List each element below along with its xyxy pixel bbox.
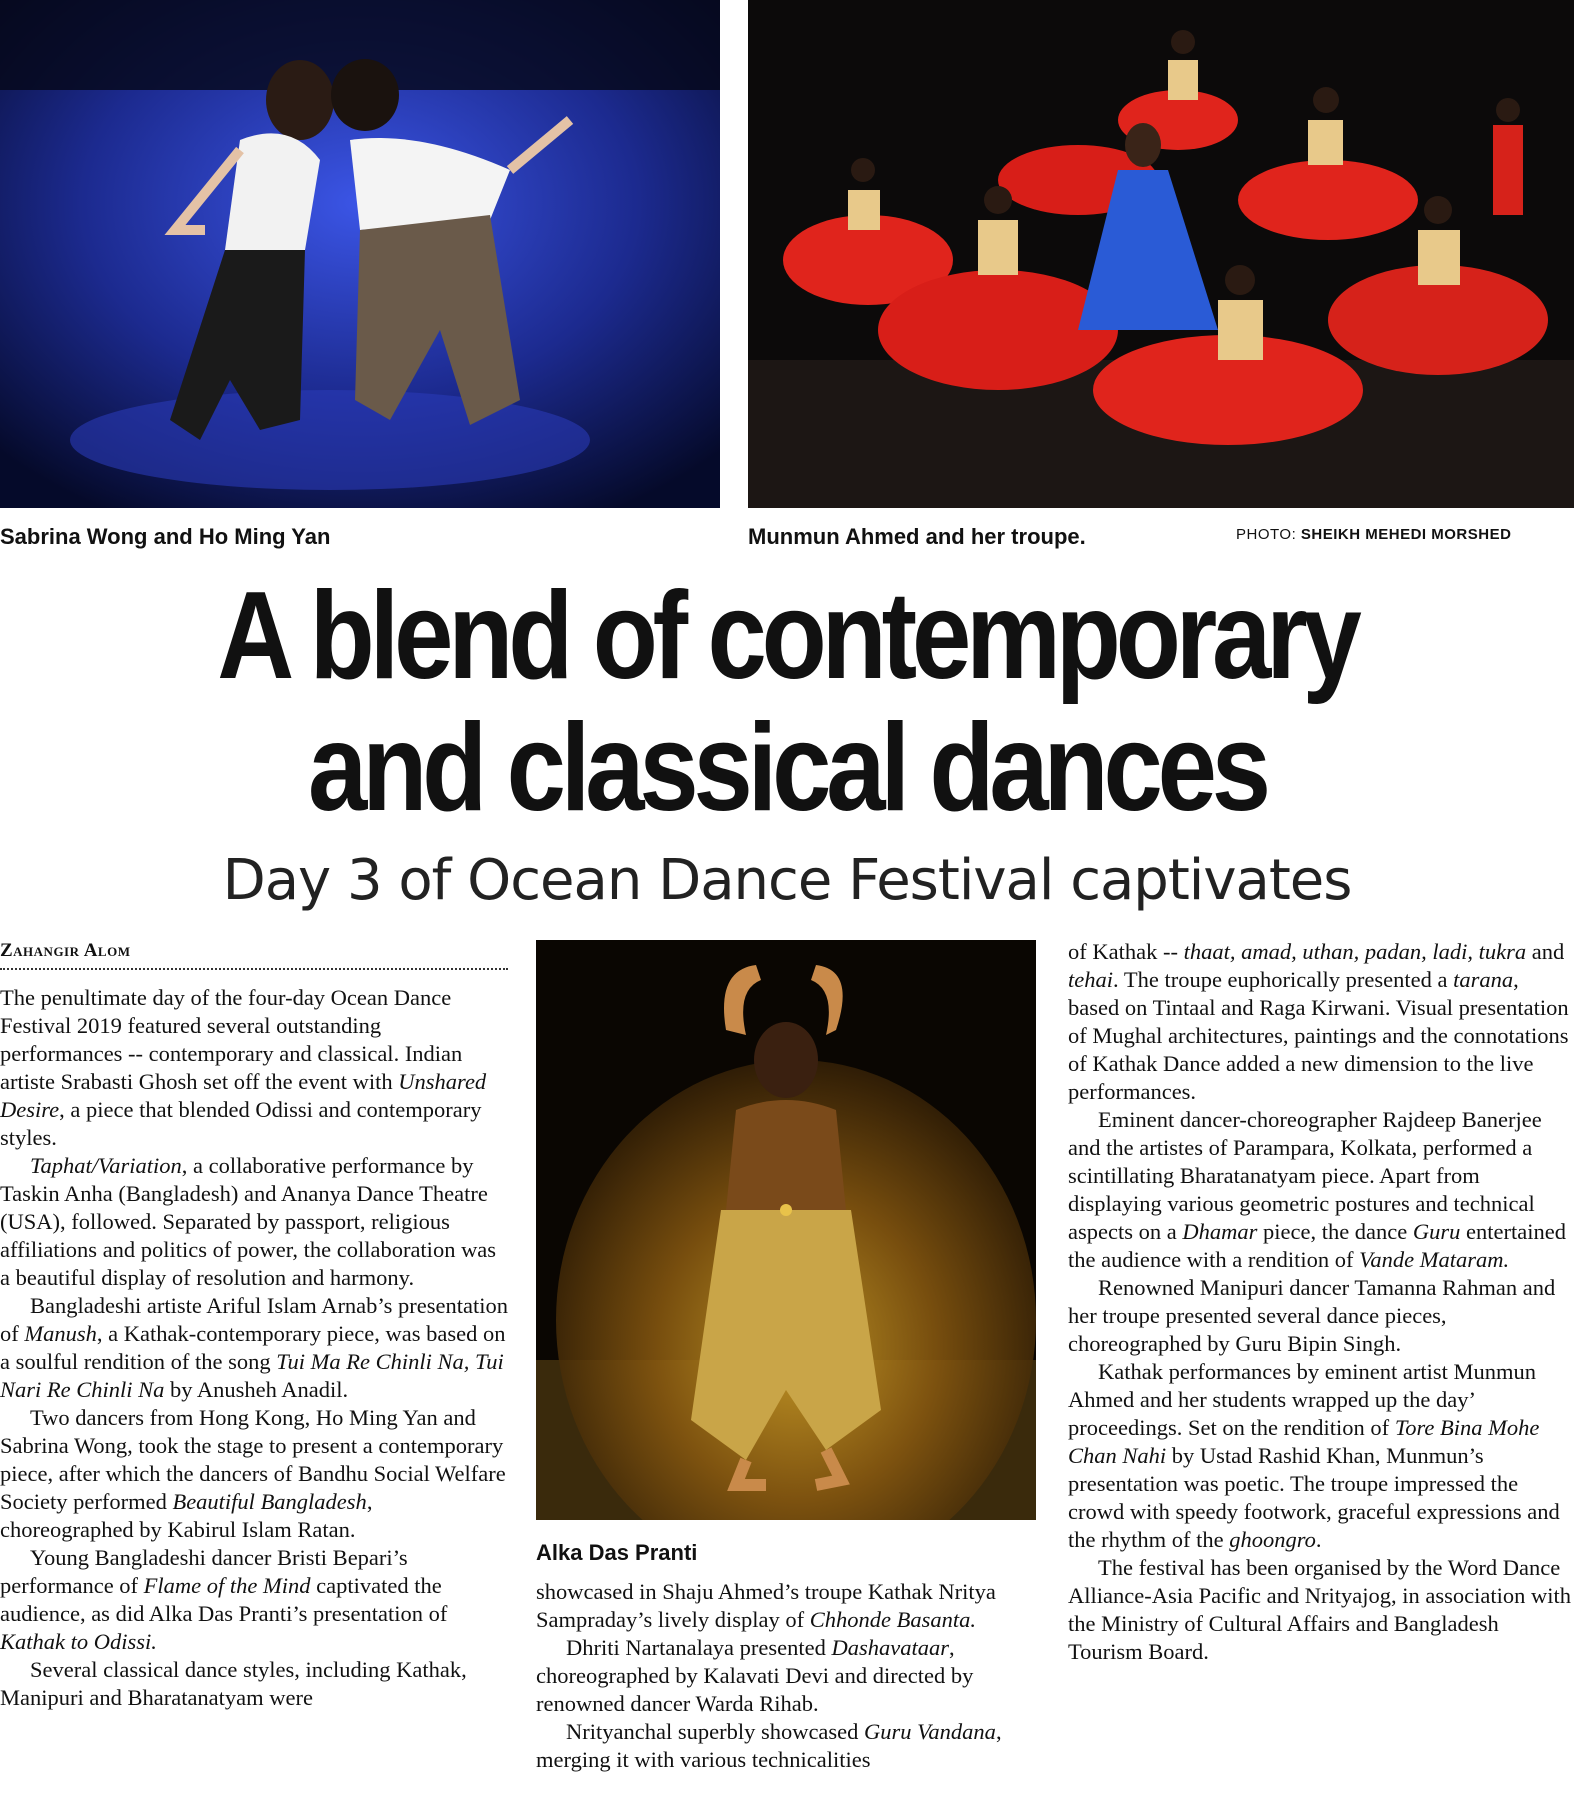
headline-line-2: and classical dances	[308, 699, 1266, 837]
photo-credit	[1236, 526, 1511, 543]
photo-kathak-troupe	[748, 0, 1574, 508]
paragraph: Bangladeshi artiste Ariful Islam Arnab’s presentation of Manush, a Kathak-contemporary piece, was based on a soulful rendition of the song Tui Ma Re Chinli Na, Tui Nari Re Chinli Na by Anusheh Anadil.	[0, 1293, 509, 1402]
paragraph: Dhriti Nartanalaya presented Dashavataar, choreographed by Kalavati Devi and directed by renowned dancer Warda Rihab.	[536, 1635, 974, 1716]
photo-odissi-dancer	[536, 940, 1036, 1520]
article-column-2	[536, 1578, 1036, 1774]
photo-caption-center: Alka Das Pranti	[536, 1540, 698, 1565]
article-column-1	[0, 984, 508, 1712]
paragraph: The penultimate day of the four-day Ocean Dance Festival 2019 featured several outstanding performances -- contemporary and classical. Indian artiste Srabasti Ghosh set off the event with Unshared Desire, a piece that blended Odissi and contemporary styles.	[0, 985, 487, 1150]
photo-credit-name: SHEIKH MEHEDI MORSHED	[1300, 526, 1512, 543]
paragraph: showcased in Shaju Ahmed’s troupe Kathak Nritya Sampraday’s lively display of Chhonde Basanta.	[536, 1579, 996, 1632]
paragraph: Kathak performances by eminent artist Munmun Ahmed and her students wrapped up the day’ proceedings. Set on the rendition of Tore Bina Mohe Chan Nahi by Ustad Rashid Khan, Munmun’s presentation was poetic. The troupe impressed the crowd with speedy footwork, graceful expressions and the rhythm of the ghoongro.	[1068, 1359, 1560, 1552]
headline-line-1: A blend of contemporary	[217, 567, 1357, 705]
paragraph: Eminent dancer-choreographer Rajdeep Banerjee and the artistes of Parampara, Kolkata, performed a scintillating Bharatanatyam piece. Apart from displaying various geometric postures and technical aspects on a Dhamar piece, the dance Guru entertained the audience with a rendition of Vande Mataram.	[1068, 1107, 1566, 1272]
paragraph: Several classical dance styles, including Kathak, Manipuri and Bharatanatyam were	[0, 1657, 467, 1710]
paragraph: The festival has been organised by the Word Dance Alliance-Asia Pacific and Nrityajog, in association with the Ministry of Cultural Affairs and Bangladesh Tourism Board.	[1068, 1555, 1571, 1664]
subheadline: Day 3 of Ocean Dance Festival captivates	[222, 848, 1352, 913]
paragraph: Renowned Manipuri dancer Tamanna Rahman and her troupe presented several dance pieces, choreographed by Guru Bipin Singh.	[1068, 1275, 1556, 1356]
article-column-3	[1068, 938, 1574, 1666]
photo-contemporary-duo	[0, 0, 720, 508]
byline: Zahangir Alom	[0, 940, 508, 970]
paragraph: Two dancers from Hong Kong, Ho Ming Yan and Sabrina Wong, took the stage to present a contemporary piece, after which the dancers of Bandhu Social Welfare Society performed Beautiful Bangladesh, choreographed by Kabirul Islam Ratan.	[0, 1405, 506, 1542]
paragraph: of Kathak -- thaat, amad, uthan, padan, ladi, tukra and tehai. The troupe euphorically presented a tarana, based on Tintaal and Raga Kirwani. Visual presentation of Mughal architectures, paintings and the connotations of Kathak Dance added a new dimension to the live performances.	[1068, 939, 1569, 1104]
paragraph: Young Bangladeshi dancer Bristi Bepari’s performance of Flame of the Mind captivated the audience, as did Alka Das Pranti’s presentation of Kathak to Odissi.	[0, 1545, 448, 1654]
photo-credit-label: PHOTO:	[1236, 526, 1297, 543]
paragraph: Nrityanchal superbly showcased Guru Vandana, merging it with various technicalities	[536, 1719, 1002, 1772]
paragraph: Taphat/Variation, a collaborative performance by Taskin Anha (Bangladesh) and Ananya Dance Theatre (USA), followed. Separated by passport, religious affiliations and politics of power, the collaboration was a beautiful display of resolution and harmony.	[0, 1153, 497, 1290]
photo-caption-right: Munmun Ahmed and her troupe.	[748, 524, 1086, 549]
photo-caption-left: Sabrina Wong and Ho Ming Yan	[0, 524, 331, 549]
